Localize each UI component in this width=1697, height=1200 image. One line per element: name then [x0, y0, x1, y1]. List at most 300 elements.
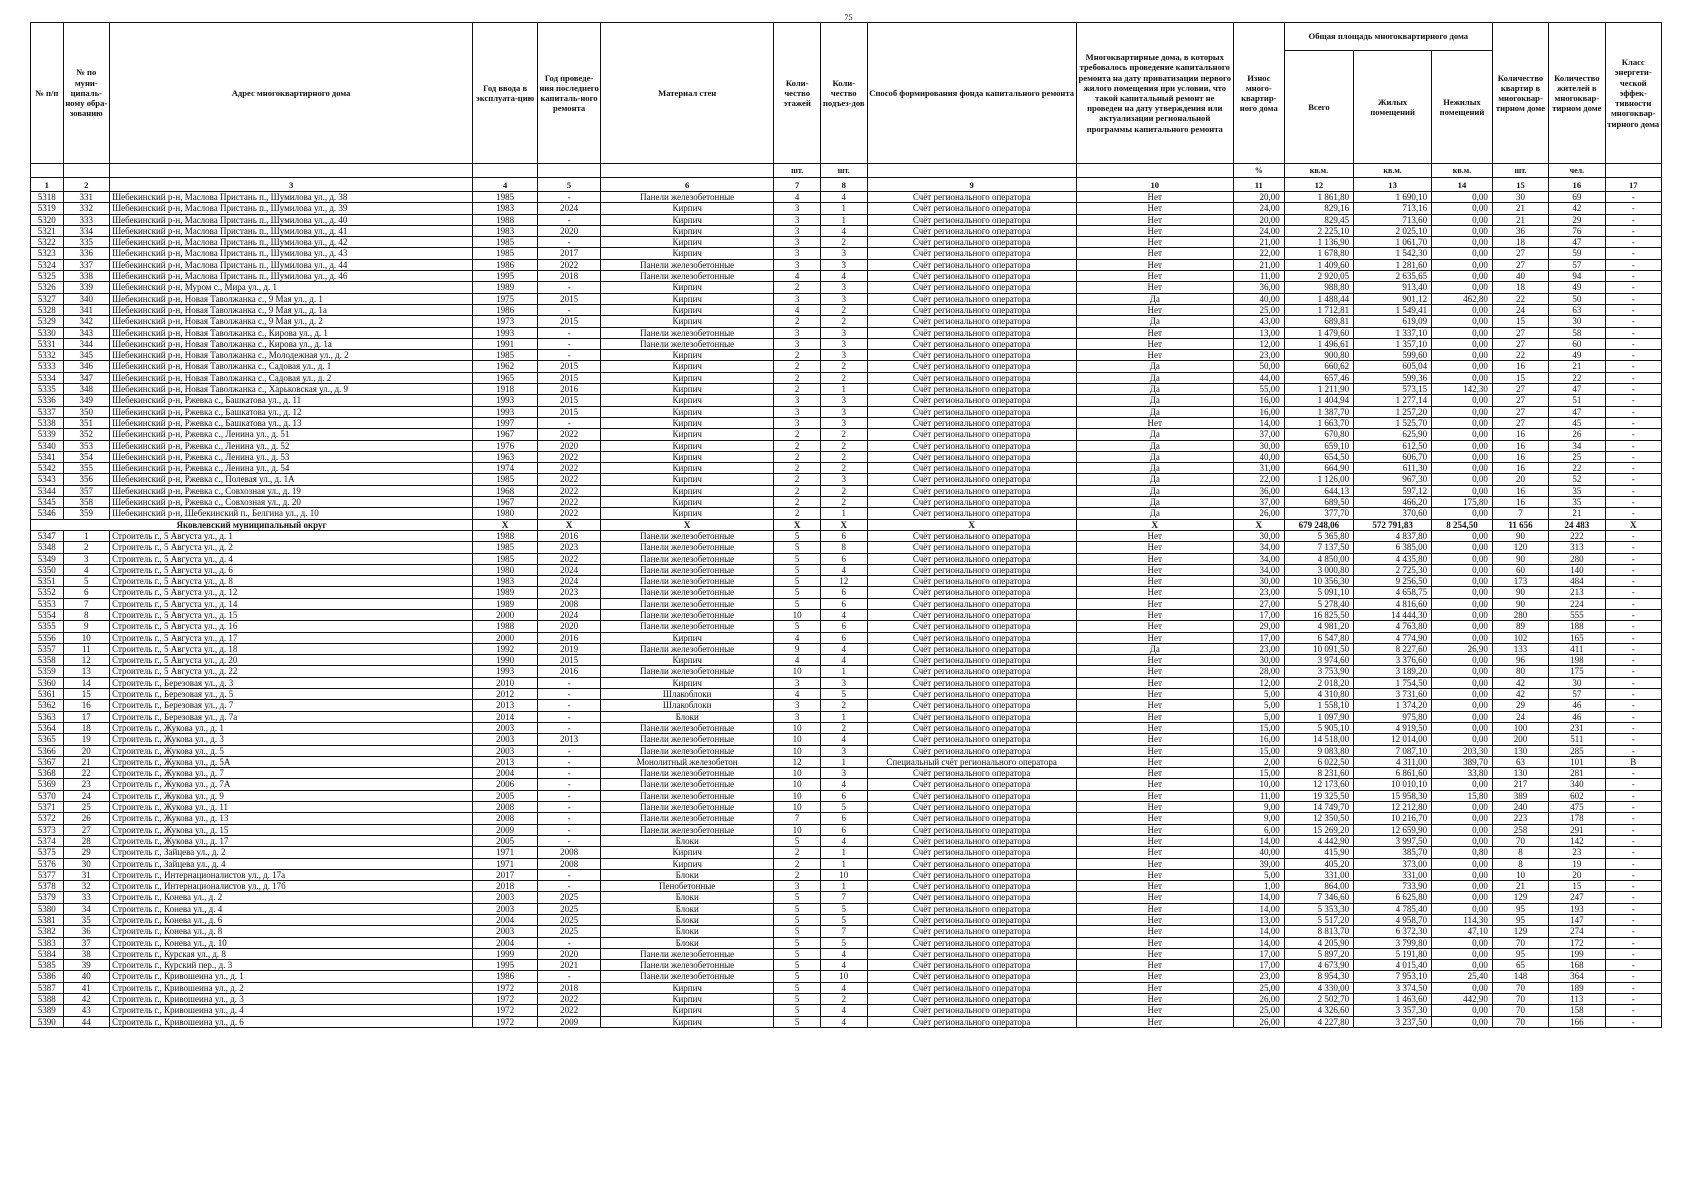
- cell-last-repair-year: -: [538, 338, 601, 349]
- cell-residents: 20: [1549, 869, 1605, 880]
- cell-fund-method: Счёт регионального оператора: [867, 440, 1076, 451]
- cell-repair-required: Нет: [1076, 598, 1233, 609]
- page-number: 75: [844, 13, 853, 22]
- cell-apartments: 70: [1492, 982, 1548, 993]
- cell-area-nonresidential: 0,00: [1432, 282, 1493, 293]
- cell-wear: 14,00: [1233, 835, 1284, 846]
- cell-last-repair-year: 2021: [538, 960, 601, 971]
- cell-repair-required: Да: [1076, 643, 1233, 654]
- cell-municipal-number: 8: [63, 609, 110, 620]
- table-row: [31, 225, 1662, 236]
- cell-fund-method: Счёт регионального оператора: [867, 711, 1076, 722]
- cell-area-nonresidential: 0,00: [1432, 327, 1493, 338]
- cell-last-repair-year: 2016: [538, 530, 601, 541]
- cell-fund-method: Счёт регионального оператора: [867, 994, 1076, 1005]
- cell-address: Строитель г., 5 Августа ул., д. 14: [110, 598, 473, 609]
- cell-area-nonresidential: 0,00: [1432, 440, 1493, 451]
- cell-apartments: 200: [1492, 734, 1548, 745]
- cell-repair-required: Да: [1076, 451, 1233, 462]
- cell-entrances: 4: [820, 655, 867, 666]
- cell-entrances: 2: [820, 429, 867, 440]
- cell-year-built: 1980: [473, 508, 538, 519]
- cell-residents: 69: [1549, 192, 1605, 203]
- unit-label: шт.: [820, 164, 867, 178]
- cell-municipal-number: 341: [63, 304, 110, 315]
- cell-municipal-number: 331: [63, 192, 110, 203]
- cell-last-repair-year: -: [538, 282, 601, 293]
- cell-municipal-number: 31: [63, 869, 110, 880]
- table-row: [31, 282, 1662, 293]
- cell-wall-material: Кирпич: [600, 847, 773, 858]
- cell-area-nonresidential: 0,00: [1432, 689, 1493, 700]
- cell-fund-method: Счёт регионального оператора: [867, 451, 1076, 462]
- cell-municipal-number: 10: [63, 632, 110, 643]
- cell-area-nonresidential: 0,00: [1432, 892, 1493, 903]
- cell-entrances: 1: [820, 508, 867, 519]
- cell-last-repair-year: -: [538, 790, 601, 801]
- table-row: [31, 666, 1662, 677]
- cell-wall-material: Панели железобетонные: [600, 813, 773, 824]
- cell-floors: 5: [774, 564, 821, 575]
- cell-residents: 63: [1549, 304, 1605, 315]
- cell-municipal-number: 37: [63, 937, 110, 948]
- cell-residents: 57: [1549, 689, 1605, 700]
- subtotal-cell: X: [473, 519, 538, 530]
- cell-fund-method: Счёт регионального оператора: [867, 779, 1076, 790]
- cell-row-number: 5358: [31, 655, 64, 666]
- cell-area-residential: 1 525,70: [1354, 417, 1432, 428]
- cell-last-repair-year: 2024: [538, 609, 601, 620]
- cell-energy-class: -: [1605, 960, 1661, 971]
- table-row: [31, 734, 1662, 745]
- cell-area-residential: 713,60: [1354, 214, 1432, 225]
- column-number: 16: [1549, 178, 1605, 192]
- cell-energy-class: -: [1605, 711, 1661, 722]
- cell-area-residential: 14 444,30: [1354, 609, 1432, 620]
- cell-last-repair-year: -: [538, 869, 601, 880]
- cell-wall-material: Панели железобетонные: [600, 960, 773, 971]
- cell-year-built: 2003: [473, 745, 538, 756]
- table-row: [31, 361, 1662, 372]
- cell-area-nonresidential: 47,10: [1432, 926, 1493, 937]
- cell-wear: 15,00: [1233, 722, 1284, 733]
- cell-area-residential: 573,15: [1354, 384, 1432, 395]
- cell-wear: 17,00: [1233, 960, 1284, 971]
- cell-year-built: 1985: [473, 237, 538, 248]
- cell-area-nonresidential: 0,00: [1432, 474, 1493, 485]
- cell-area-total: 405,20: [1284, 858, 1353, 869]
- cell-residents: 50: [1549, 293, 1605, 304]
- cell-entrances: 1: [820, 881, 867, 892]
- cell-fund-method: Счёт регионального оператора: [867, 192, 1076, 203]
- cell-area-nonresidential: 0,00: [1432, 485, 1493, 496]
- cell-area-residential: 3 189,20: [1354, 666, 1432, 677]
- header-area-nonresidential: Нежилых помещений: [1432, 51, 1493, 164]
- cell-area-residential: 385,70: [1354, 847, 1432, 858]
- cell-address: Строитель г., Курская ул., д. 8: [110, 948, 473, 959]
- cell-wall-material: Панели железобетонные: [600, 564, 773, 575]
- cell-area-total: 1 678,80: [1284, 248, 1353, 259]
- cell-residents: 22: [1549, 463, 1605, 474]
- cell-entrances: 3: [820, 293, 867, 304]
- cell-address: Строитель г., Зайцева ул., д. 4: [110, 858, 473, 869]
- cell-repair-required: Нет: [1076, 858, 1233, 869]
- cell-row-number: 5333: [31, 361, 64, 372]
- cell-entrances: 3: [820, 474, 867, 485]
- subtotal-cell: X: [820, 519, 867, 530]
- cell-wear: 16,00: [1233, 734, 1284, 745]
- cell-floors: 5: [774, 892, 821, 903]
- cell-area-nonresidential: 26,90: [1432, 643, 1493, 654]
- cell-last-repair-year: -: [538, 881, 601, 892]
- cell-year-built: 1973: [473, 316, 538, 327]
- cell-row-number: 5371: [31, 802, 64, 813]
- cell-area-nonresidential: 142,30: [1432, 384, 1493, 395]
- cell-energy-class: -: [1605, 508, 1661, 519]
- cell-wear: 14,00: [1233, 926, 1284, 937]
- cell-fund-method: Счёт регионального оператора: [867, 982, 1076, 993]
- cell-wear: 9,00: [1233, 802, 1284, 813]
- cell-residents: 189: [1549, 982, 1605, 993]
- cell-year-built: 1995: [473, 271, 538, 282]
- cell-energy-class: -: [1605, 700, 1661, 711]
- cell-year-built: 2014: [473, 711, 538, 722]
- table-row: [31, 655, 1662, 666]
- cell-wear: 24,00: [1233, 225, 1284, 236]
- cell-floors: 12: [774, 756, 821, 767]
- table-row: [31, 745, 1662, 756]
- cell-floors: 10: [774, 790, 821, 801]
- cell-area-total: 988,80: [1284, 282, 1353, 293]
- cell-wear: 39,00: [1233, 858, 1284, 869]
- cell-energy-class: -: [1605, 564, 1661, 575]
- cell-row-number: 5368: [31, 768, 64, 779]
- unit-label: [600, 164, 773, 178]
- cell-energy-class: -: [1605, 666, 1661, 677]
- cell-municipal-number: 21: [63, 756, 110, 767]
- cell-area-total: 4 227,80: [1284, 1016, 1353, 1027]
- cell-municipal-number: 32: [63, 881, 110, 892]
- cell-address: Строитель г., Интернационалистов ул., д. 17а: [110, 869, 473, 880]
- cell-wear: 2,00: [1233, 756, 1284, 767]
- cell-fund-method: Счёт регионального оператора: [867, 677, 1076, 688]
- cell-fund-method: Счёт регионального оператора: [867, 666, 1076, 677]
- cell-area-residential: 12 014,00: [1354, 734, 1432, 745]
- cell-area-nonresidential: 0,80: [1432, 847, 1493, 858]
- cell-entrances: 5: [820, 903, 867, 914]
- cell-area-nonresidential: 0,00: [1432, 248, 1493, 259]
- cell-wall-material: Блоки: [600, 892, 773, 903]
- cell-apartments: 95: [1492, 903, 1548, 914]
- cell-area-nonresidential: 0,00: [1432, 417, 1493, 428]
- cell-last-repair-year: -: [538, 835, 601, 846]
- cell-row-number: 5327: [31, 293, 64, 304]
- cell-wear: 15,00: [1233, 768, 1284, 779]
- cell-row-number: 5375: [31, 847, 64, 858]
- cell-energy-class: -: [1605, 237, 1661, 248]
- cell-last-repair-year: -: [538, 304, 601, 315]
- header-year-built: Год ввода в эксплуата-цию: [473, 23, 538, 164]
- cell-row-number: 5382: [31, 926, 64, 937]
- cell-floors: 3: [774, 677, 821, 688]
- cell-wear: 55,00: [1233, 384, 1284, 395]
- cell-residents: 285: [1549, 745, 1605, 756]
- cell-repair-required: Нет: [1076, 689, 1233, 700]
- cell-address: Строитель г., Зайцева ул., д. 2: [110, 847, 473, 858]
- cell-floors: 5: [774, 835, 821, 846]
- cell-area-nonresidential: 0,00: [1432, 609, 1493, 620]
- cell-energy-class: -: [1605, 372, 1661, 383]
- unit-label: [867, 164, 1076, 178]
- cell-fund-method: Счёт регионального оператора: [867, 350, 1076, 361]
- header-address: Адрес многоквартирного дома: [110, 23, 473, 164]
- cell-apartments: 40: [1492, 271, 1548, 282]
- cell-wear: 40,00: [1233, 847, 1284, 858]
- cell-address: Шебекинский р-н, Новая Таволжанка с., Кирова ул., д. 1а: [110, 338, 473, 349]
- cell-year-built: 1993: [473, 406, 538, 417]
- cell-repair-required: Нет: [1076, 881, 1233, 892]
- cell-row-number: 5347: [31, 530, 64, 541]
- cell-year-built: 2005: [473, 790, 538, 801]
- cell-entrances: 3: [820, 395, 867, 406]
- cell-row-number: 5380: [31, 903, 64, 914]
- cell-floors: 10: [774, 722, 821, 733]
- cell-entrances: 3: [820, 350, 867, 361]
- cell-municipal-number: 36: [63, 926, 110, 937]
- cell-row-number: 5359: [31, 666, 64, 677]
- table-row: [31, 406, 1662, 417]
- cell-energy-class: -: [1605, 745, 1661, 756]
- cell-area-residential: 6 372,30: [1354, 926, 1432, 937]
- cell-address: Шебекинский р-н, Ржевка с., Башкатова ул., д. 13: [110, 417, 473, 428]
- cell-year-built: 1992: [473, 643, 538, 654]
- cell-apartments: 60: [1492, 564, 1548, 575]
- cell-area-total: 3 000,80: [1284, 564, 1353, 575]
- housing-register-sheet: [30, 22, 1662, 1028]
- cell-area-total: 19 325,50: [1284, 790, 1353, 801]
- cell-floors: 2: [774, 282, 821, 293]
- cell-last-repair-year: 2022: [538, 463, 601, 474]
- cell-fund-method: Счёт регионального оператора: [867, 429, 1076, 440]
- cell-apartments: 130: [1492, 745, 1548, 756]
- cell-fund-method: Счёт регионального оператора: [867, 1016, 1076, 1027]
- cell-repair-required: Нет: [1076, 677, 1233, 688]
- cell-area-total: 2 018,20: [1284, 677, 1353, 688]
- cell-residents: 224: [1549, 598, 1605, 609]
- cell-wall-material: Панели железобетонные: [600, 327, 773, 338]
- cell-address: Строитель г., Конева ул., д. 2: [110, 892, 473, 903]
- cell-residents: 57: [1549, 259, 1605, 270]
- cell-wear: 5,00: [1233, 711, 1284, 722]
- cell-entrances: 8: [820, 542, 867, 553]
- cell-last-repair-year: 2015: [538, 316, 601, 327]
- cell-last-repair-year: 2025: [538, 903, 601, 914]
- cell-entrances: 2: [820, 722, 867, 733]
- cell-energy-class: -: [1605, 463, 1661, 474]
- cell-municipal-number: 41: [63, 982, 110, 993]
- cell-address: Шебекинский р-н, Ржевка с., Ленина ул., д. 52: [110, 440, 473, 451]
- subtotal-row: [31, 519, 1662, 530]
- cell-area-nonresidential: 0,00: [1432, 259, 1493, 270]
- cell-wall-material: Монолитный железобетон: [600, 756, 773, 767]
- cell-area-nonresidential: 0,00: [1432, 813, 1493, 824]
- cell-area-total: 864,00: [1284, 881, 1353, 892]
- cell-energy-class: -: [1605, 734, 1661, 745]
- cell-apartments: 90: [1492, 587, 1548, 598]
- cell-municipal-number: 42: [63, 994, 110, 1005]
- cell-wall-material: Панели железобетонные: [600, 790, 773, 801]
- cell-municipal-number: 28: [63, 835, 110, 846]
- cell-last-repair-year: 2022: [538, 1005, 601, 1016]
- cell-row-number: 5356: [31, 632, 64, 643]
- cell-area-nonresidential: 114,30: [1432, 915, 1493, 926]
- cell-area-residential: 1 281,60: [1354, 259, 1432, 270]
- cell-row-number: 5383: [31, 937, 64, 948]
- cell-apartments: 120: [1492, 542, 1548, 553]
- table-row: [31, 858, 1662, 869]
- cell-floors: 10: [774, 745, 821, 756]
- cell-floors: 3: [774, 338, 821, 349]
- cell-area-residential: 4 658,75: [1354, 587, 1432, 598]
- cell-repair-required: Нет: [1076, 745, 1233, 756]
- cell-repair-required: Нет: [1076, 722, 1233, 733]
- cell-floors: 10: [774, 734, 821, 745]
- cell-area-residential: 2 725,30: [1354, 564, 1432, 575]
- cell-last-repair-year: 2015: [538, 372, 601, 383]
- cell-area-total: 4 310,80: [1284, 689, 1353, 700]
- cell-last-repair-year: 2013: [538, 734, 601, 745]
- table-row: [31, 372, 1662, 383]
- cell-wall-material: Кирпич: [600, 858, 773, 869]
- cell-area-residential: 10 010,10: [1354, 779, 1432, 790]
- cell-area-nonresidential: 0,00: [1432, 350, 1493, 361]
- cell-area-nonresidential: 0,00: [1432, 700, 1493, 711]
- cell-floors: 5: [774, 1016, 821, 1027]
- cell-fund-method: Счёт регионального оператора: [867, 587, 1076, 598]
- cell-address: Строитель г., Березовая ул., д. 5: [110, 689, 473, 700]
- cell-residents: 142: [1549, 835, 1605, 846]
- table-row: [31, 271, 1662, 282]
- housing-register-table: [30, 22, 1662, 1028]
- cell-wear: 20,00: [1233, 214, 1284, 225]
- cell-last-repair-year: 2017: [538, 248, 601, 259]
- cell-repair-required: Нет: [1076, 338, 1233, 349]
- cell-wall-material: Кирпич: [600, 508, 773, 519]
- cell-municipal-number: 351: [63, 417, 110, 428]
- cell-last-repair-year: 2015: [538, 395, 601, 406]
- cell-area-nonresidential: 0,00: [1432, 632, 1493, 643]
- column-number: 2: [63, 178, 110, 192]
- cell-wall-material: Блоки: [600, 835, 773, 846]
- cell-last-repair-year: 2022: [538, 474, 601, 485]
- cell-area-total: 14 518,00: [1284, 734, 1353, 745]
- cell-area-residential: 3 997,50: [1354, 835, 1432, 846]
- cell-repair-required: Нет: [1076, 802, 1233, 813]
- cell-wear: 12,00: [1233, 338, 1284, 349]
- cell-repair-required: Нет: [1076, 237, 1233, 248]
- cell-repair-required: Да: [1076, 316, 1233, 327]
- header-area-total: Всего: [1284, 51, 1353, 164]
- cell-floors: 3: [774, 417, 821, 428]
- cell-energy-class: В: [1605, 756, 1661, 767]
- cell-area-total: 900,80: [1284, 350, 1353, 361]
- cell-fund-method: Счёт регионального оператора: [867, 632, 1076, 643]
- cell-area-nonresidential: 33,80: [1432, 768, 1493, 779]
- cell-last-repair-year: 2022: [538, 994, 601, 1005]
- cell-floors: 2: [774, 869, 821, 880]
- cell-wear: 23,00: [1233, 643, 1284, 654]
- cell-last-repair-year: -: [538, 700, 601, 711]
- cell-energy-class: -: [1605, 609, 1661, 620]
- cell-entrances: 3: [820, 406, 867, 417]
- cell-repair-required: Нет: [1076, 621, 1233, 632]
- cell-floors: 5: [774, 621, 821, 632]
- cell-last-repair-year: 2015: [538, 655, 601, 666]
- cell-residents: 313: [1549, 542, 1605, 553]
- table-header: [31, 23, 1662, 192]
- cell-year-built: 1962: [473, 361, 538, 372]
- cell-floors: 3: [774, 700, 821, 711]
- cell-year-built: 2003: [473, 903, 538, 914]
- cell-fund-method: Счёт регионального оператора: [867, 259, 1076, 270]
- cell-residents: 76: [1549, 225, 1605, 236]
- cell-address: Шебекинский р-н, Новая Таволжанка с., Харьковская ул., д. 9: [110, 384, 473, 395]
- cell-year-built: 2003: [473, 734, 538, 745]
- cell-municipal-number: 345: [63, 350, 110, 361]
- cell-fund-method: Счёт регионального оператора: [867, 858, 1076, 869]
- cell-wall-material: Панели железобетонные: [600, 259, 773, 270]
- cell-entrances: 3: [820, 338, 867, 349]
- unit-label: [1076, 164, 1233, 178]
- cell-apartments: 42: [1492, 677, 1548, 688]
- cell-residents: 25: [1549, 451, 1605, 462]
- cell-repair-required: Нет: [1076, 824, 1233, 835]
- cell-municipal-number: 343: [63, 327, 110, 338]
- cell-fund-method: Счёт регионального оператора: [867, 722, 1076, 733]
- cell-apartments: 24: [1492, 711, 1548, 722]
- cell-energy-class: -: [1605, 271, 1661, 282]
- cell-apartments: 217: [1492, 779, 1548, 790]
- table-row: [31, 338, 1662, 349]
- cell-energy-class: -: [1605, 542, 1661, 553]
- cell-wear: 21,00: [1233, 237, 1284, 248]
- cell-year-built: 1988: [473, 214, 538, 225]
- cell-row-number: 5353: [31, 598, 64, 609]
- cell-wear: 11,00: [1233, 790, 1284, 801]
- cell-row-number: 5357: [31, 643, 64, 654]
- column-number: 8: [820, 178, 867, 192]
- cell-entrances: 6: [820, 587, 867, 598]
- cell-municipal-number: 5: [63, 576, 110, 587]
- cell-area-nonresidential: 175,80: [1432, 497, 1493, 508]
- cell-entrances: 12: [820, 576, 867, 587]
- cell-row-number: 5355: [31, 621, 64, 632]
- cell-floors: 2: [774, 372, 821, 383]
- cell-entrances: 3: [820, 327, 867, 338]
- cell-entrances: 4: [820, 982, 867, 993]
- cell-entrances: 6: [820, 790, 867, 801]
- cell-area-total: 5 091,10: [1284, 587, 1353, 598]
- column-number: 5: [538, 178, 601, 192]
- cell-wall-material: Кирпич: [600, 316, 773, 327]
- table-row: [31, 440, 1662, 451]
- cell-last-repair-year: -: [538, 813, 601, 824]
- cell-floors: 9: [774, 643, 821, 654]
- cell-area-nonresidential: 0,00: [1432, 553, 1493, 564]
- cell-floors: 3: [774, 225, 821, 236]
- cell-address: Строитель г., Кривошеина ул., д. 3: [110, 994, 473, 1005]
- cell-year-built: 1990: [473, 655, 538, 666]
